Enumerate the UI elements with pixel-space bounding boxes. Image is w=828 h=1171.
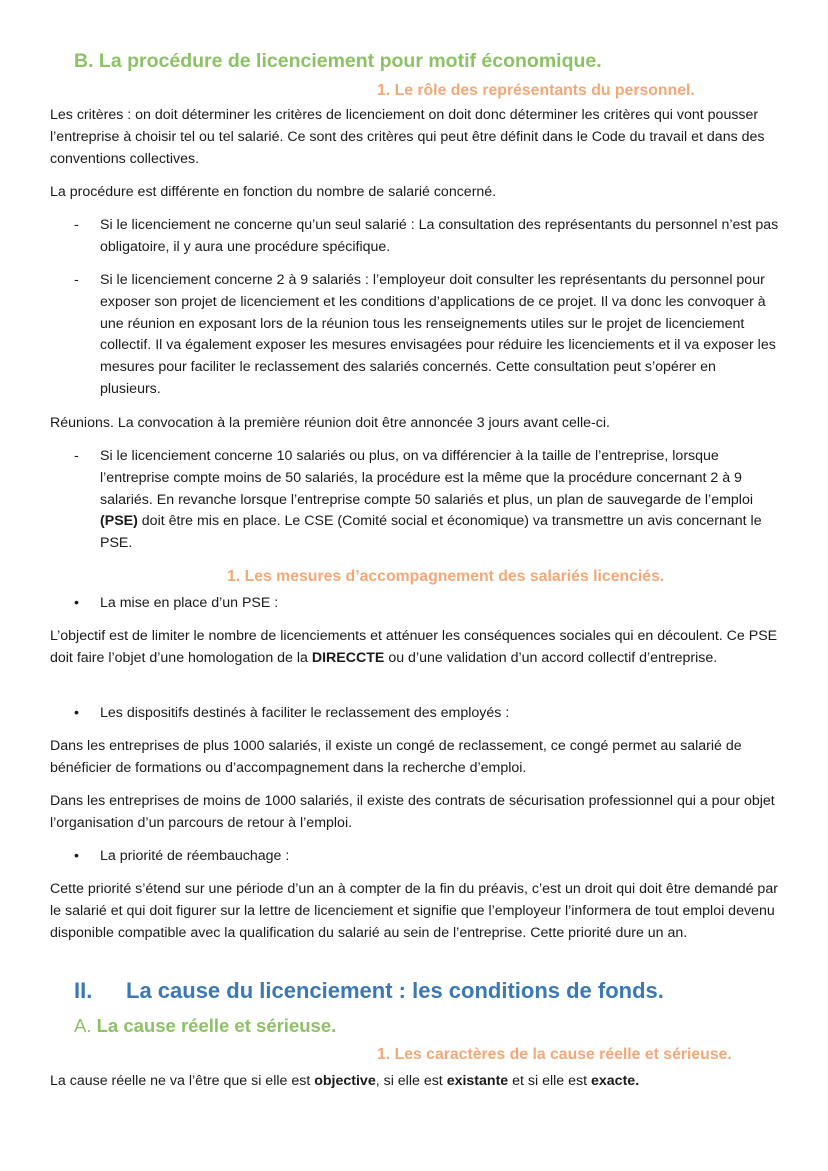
section-a-heading (74, 1015, 336, 1037)
list-item-one-salarie: Si le licenciement ne concerne qu’un seul salarié : La consultation des représentants du personnel n’est pas obligatoire, il y aura une procédure spécifique. (100, 217, 779, 255)
list-dash-marker: - (74, 272, 79, 288)
list-dash-marker: - (74, 448, 79, 464)
bullet-marker: • (74, 705, 79, 721)
paragraph-priorite: Cette priorité s’étend sur une période d’un an à compter de la fin du préavis, c’est un droit qui doit être demandé par le salarié et qui doit figurer sur la lettre de licenciement et signifie que l’employeur l’informera de tout emploi devenu disponible compatible avec la qualification du salarié au sein de l’entreprise. Cette priorité dure un an. (50, 881, 778, 941)
list-item-2-9-salaries: Si le licenciement concerne 2 à 9 salariés : l’employeur doit consulter les représentants du personnel pour exposer son projet de licenciement et les conditions d’applications de ce projet. Il va donc les convoquer à une réunion en exposant lors de la réunion tous les renseignements utiles sur le projet de licenciement collectif. Il va également exposer les mesures envisagées pour réduire les licenciements et il va exposer les mesures pour faciliter le reclassement des salariés concernés. Cette consultation peut s’opérer en plusieurs. (100, 272, 776, 397)
term-existante: existante (446, 1073, 509, 1089)
term-objective: objective (314, 1073, 376, 1089)
paragraph-objectif: L’objectif est de limiter le nombre de licenciements et atténuer les conséquences sociales qui en découlent. Ce PSE doit faire l’objet d’une homologation de la DIRECCTE ou d’une validation d’un accord collectif d’entreprise. (50, 628, 778, 666)
bullet-priorite: La priorité de réembauchage : (100, 848, 290, 864)
paragraph-reunions: Réunions. La convocation à la première réunion doit être annoncée 3 jours avant celle-ci. (50, 415, 610, 431)
bullet-marker: • (74, 595, 79, 611)
section-ii-heading: La cause du licenciement : les conditions de fonds. (126, 978, 664, 1003)
paragraph-cause-reelle: La cause réelle ne va l’être que si elle est objective, si elle est existante et si elle est exacte. (50, 1073, 640, 1089)
term-exacte: exacte. (591, 1073, 640, 1089)
paragraph-procedure: La procédure est différente en fonction du nombre de salarié concerné. (50, 184, 497, 200)
subsection-mesures-heading: 1. Les mesures d’accompagnement des salariés licenciés. (227, 568, 665, 585)
bullet-dispositifs: Les dispositifs destinés à faciliter le reclassement des employés : (100, 705, 510, 721)
paragraph-criteres: Les critères : on doit déterminer les critères de licenciement on doit donc déterminer les critères qui vont pousser l’entreprise à choisir tel ou tel salarié. Ce sont des critères qui peut être définit dans le Code du travail et dans des conventions collectives. (50, 107, 765, 167)
paragraph-plus-1000: Dans les entreprises de plus 1000 salariés, il existe un congé de reclassement, ce congé permet au salarié de bénéficier de formations ou d’accompagnement dans la recherche d’emploi. (50, 738, 742, 776)
bullet-marker: • (74, 848, 79, 864)
direccte-term: DIRECCTE (311, 649, 385, 666)
paragraph-moins-1000: Dans les entreprises de moins de 1000 salariés, il existe des contrats de sécurisation professionnel qui a pour objet l’organisation d’un parcours de retour à l’emploi. (50, 793, 775, 831)
bullet-pse: La mise en place d’un PSE : (100, 595, 279, 611)
list-item-10-salaries: Si le licenciement concerne 10 salariés ou plus, on va différencier à la taille de l’entreprise, lorsque l’entreprise compte moins de 50 salariés, la procédure est la même que la procédure concernant 2 à 9 salariés. En revanche lorsque l’entreprise compte 50 salariés et plus, un plan de sauvegarde de l’emploi (PSE) doit être mis en place. Le CSE (Comité social et économique) va transmettre un avis concernant le PSE. (100, 448, 762, 552)
subsection-role-heading: 1. Le rôle des représentants du personnel. (377, 82, 695, 99)
list-dash-marker: - (74, 217, 79, 233)
section-a-letter: A. (74, 1015, 92, 1036)
section-ii-number: II. (74, 978, 93, 1003)
pse-abbreviation: (PSE) (100, 513, 138, 530)
section-b-heading: B. La procédure de licenciement pour motif économique. (74, 50, 602, 72)
section-a-title: La cause réelle et sérieuse. (96, 1015, 337, 1036)
subsection-caracteres-heading: 1. Les caractères de la cause réelle et sérieuse. (377, 1046, 732, 1063)
